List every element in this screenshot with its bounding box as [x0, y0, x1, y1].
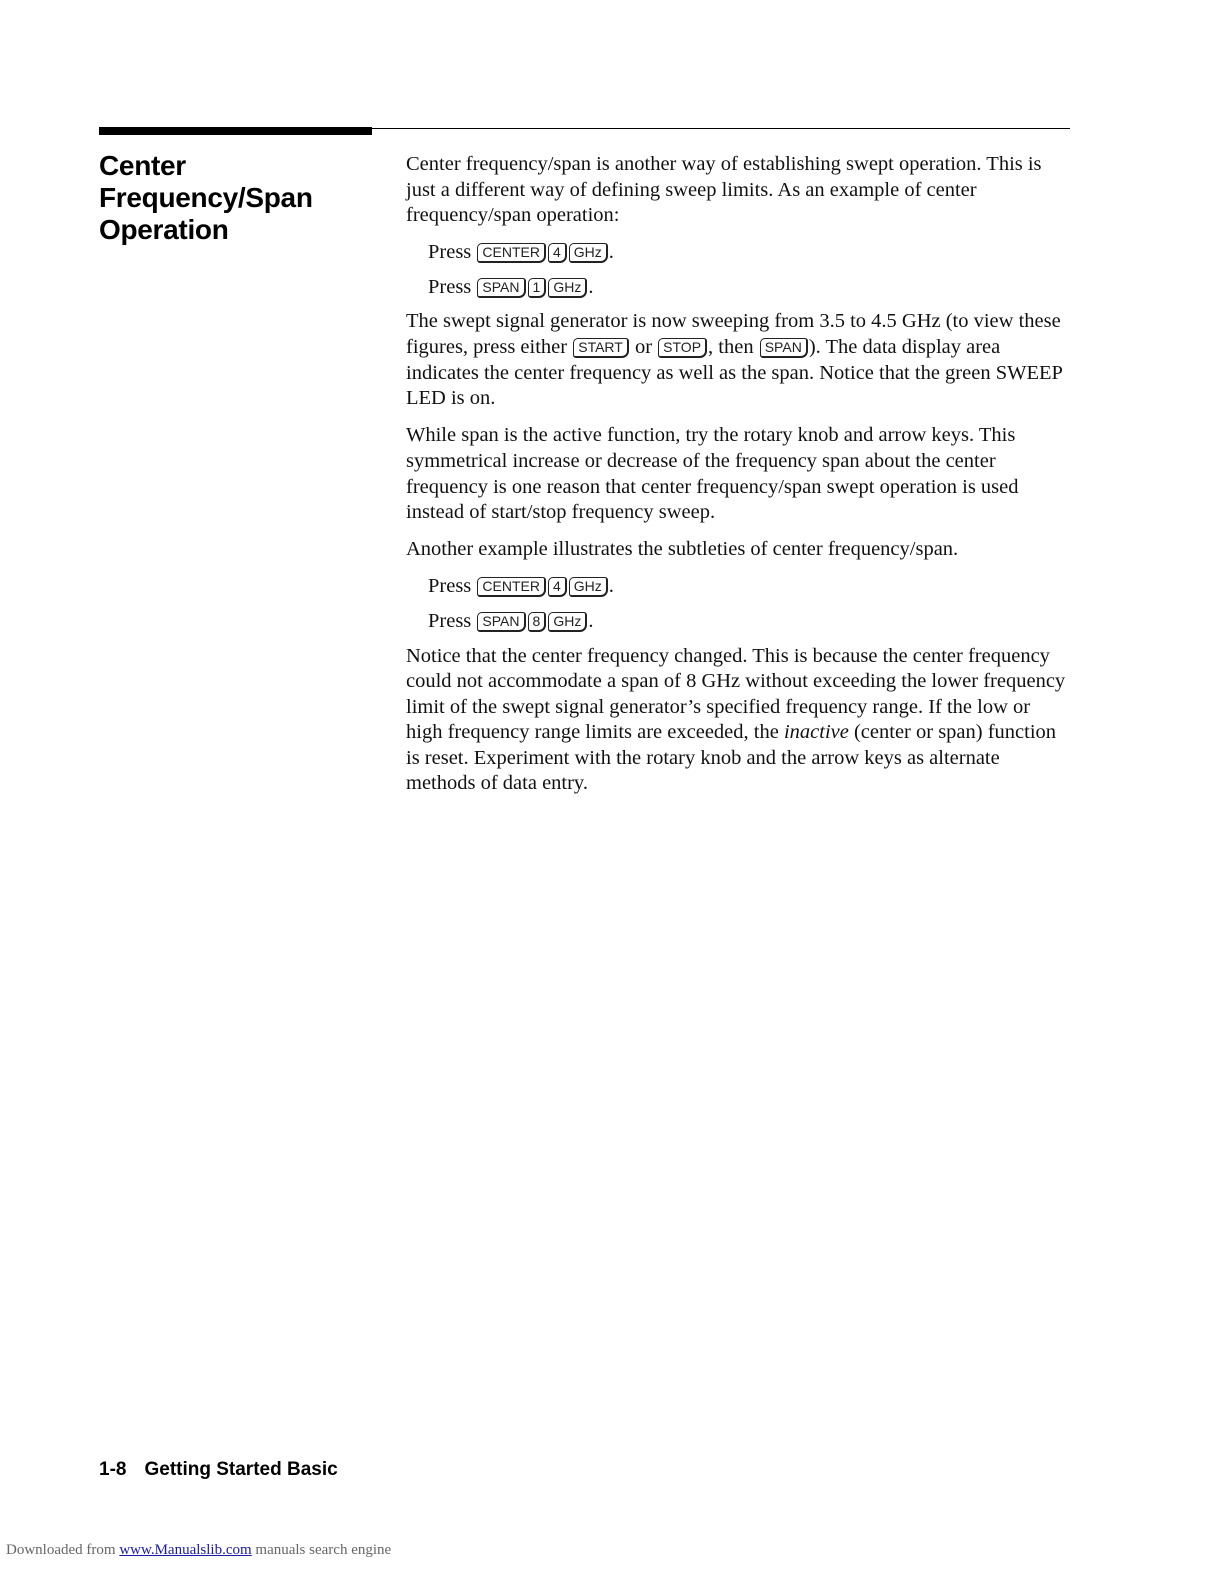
heading-line: Frequency/Span — [99, 182, 313, 213]
ghz-key: GHz — [548, 612, 587, 632]
span-key: SPAN — [477, 278, 525, 298]
download-bar — [6, 1542, 391, 1559]
body-text — [406, 152, 1070, 809]
notice-text: Notice that the center frequency changed. This is because the center frequency could not accommodate a span of 8 GHz without exceeding the lower frequency limit of the swept signal generator’s specified frequency range. If the low or high frequency range limits are exceeded, the — [406, 644, 1066, 744]
notice-text-end: (center or span) function is reset. Experiment with the rotary knob and the arrow keys as alternate methods of data entry. — [406, 721, 1057, 795]
start-key: START — [573, 338, 629, 358]
press-label: Press — [428, 241, 472, 264]
emphasis-inactive: inactive — [783, 721, 849, 744]
download-prefix: Downloaded from — [6, 1542, 116, 1558]
page-number: 1-8 — [99, 1459, 127, 1480]
press-instruction: Press CENTER 4 GHz . — [428, 575, 614, 598]
manualslib-link[interactable]: www.Manualslib.com — [119, 1542, 252, 1558]
stop-key: STOP — [658, 338, 707, 358]
sweep-text: The swept signal generator is now sweeping from 3.5 to 4.5 GHz (to view these figures, press either — [406, 310, 1061, 359]
heading-line: Center — [99, 150, 186, 181]
press-label: Press — [428, 575, 472, 598]
span-key: SPAN — [760, 338, 808, 358]
header-rule-thin — [372, 128, 1070, 129]
center-key: CENTER — [477, 243, 546, 263]
heading-line: Operation — [99, 214, 229, 245]
digit-key: 4 — [548, 243, 567, 263]
press-instruction: Press SPAN 8 GHz . — [428, 609, 594, 632]
sweep-paragraph — [406, 309, 1070, 411]
then-text: , then — [708, 336, 754, 359]
digit-key: 8 — [528, 612, 547, 632]
chapter-title: Getting Started Basic — [144, 1459, 338, 1480]
press-instruction: Press SPAN 1 GHz . — [428, 275, 594, 298]
sweep-text-end: ). The data display area indicates the center frequency as well as the span. Notice that the green SWEEP LED is on. — [406, 336, 1063, 410]
center-key: CENTER — [477, 577, 546, 597]
press-label: Press — [428, 275, 472, 298]
digit-key: 1 — [528, 278, 547, 298]
page-footer — [99, 1459, 338, 1481]
download-suffix: manuals search engine — [255, 1542, 392, 1558]
digit-key: 4 — [548, 577, 567, 597]
ghz-key: GHz — [548, 278, 587, 298]
ghz-key: GHz — [569, 243, 608, 263]
press-label: Press — [428, 609, 472, 632]
span-key: SPAN — [477, 612, 525, 632]
press-instruction: Press CENTER 4 GHz . — [428, 241, 614, 264]
section-heading — [99, 150, 369, 246]
or-text: or — [634, 336, 653, 359]
span-paragraph: While span is the active function, try the rotary knob and arrow keys. This symmetrical increase or decrease of the frequency span about the center frequency is one reason that center frequency/span swept operation is used instead of start/stop frequency sweep. — [406, 424, 1019, 524]
example-paragraph: Another example illustrates the subtleties of center frequency/span. — [406, 538, 959, 561]
ghz-key: GHz — [569, 577, 608, 597]
notice-paragraph — [406, 644, 1070, 798]
intro-paragraph: Center frequency/span is another way of establishing swept operation. This is just a different way of defining sweep limits. As an example of center frequency/span operation: — [406, 153, 1042, 227]
header-rule-thick — [99, 127, 372, 135]
